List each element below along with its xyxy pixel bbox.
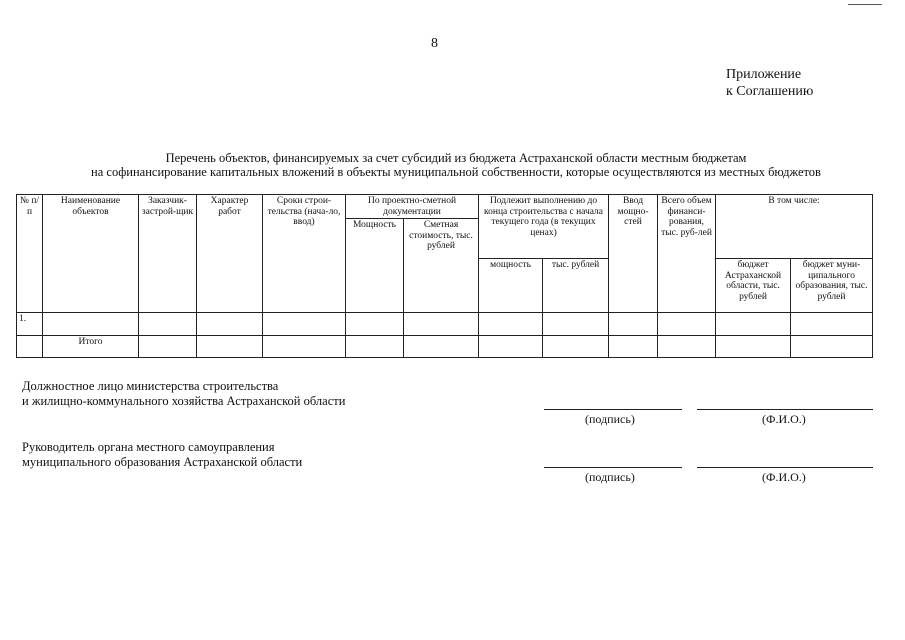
table-cell — [346, 336, 404, 358]
title-line-2: на софинансирование капитальных вложений в объекты муниципальной собственности, которые осуществляются из местных бюджетов — [91, 165, 821, 179]
table-cell — [658, 313, 716, 336]
total-num-cell — [17, 336, 43, 358]
appendix-line-1: Приложение — [726, 67, 802, 82]
name-caption: (Ф.И.О.) — [762, 470, 806, 484]
header-design: По проектно-сметной документации — [346, 195, 479, 219]
table-cell — [479, 336, 543, 358]
header-remaining-cost: тыс. рублей — [543, 259, 609, 313]
signatory-ministry — [22, 379, 345, 409]
row-num-cell: 1. — [17, 313, 43, 336]
signatory-municipality — [22, 440, 302, 470]
total-label-cell: Итого — [43, 336, 139, 358]
table-cell — [658, 336, 716, 358]
table-cell — [346, 313, 404, 336]
appendix-line-2: к Соглашению — [726, 84, 814, 99]
table-cell — [197, 313, 263, 336]
signatory-line-2: муниципального образования Астраханской области — [22, 455, 303, 469]
header-total: Всего объем финанси-рования, тыс. руб-лей — [658, 195, 716, 313]
header-name: Наименование объектов — [43, 195, 139, 313]
signature-caption: (подпись) — [585, 412, 635, 426]
table-cell — [791, 336, 873, 358]
signatory-line-2: и жилищно-коммунального хозяйства Астраханской области — [22, 394, 346, 408]
table-cell — [716, 336, 791, 358]
scan-mark — [848, 4, 882, 5]
table-cell — [263, 313, 346, 336]
header-municipal-budget: бюджет муни-ципального образования, тыс. рублей — [791, 259, 873, 313]
signature-line — [544, 467, 682, 468]
title-line-1: Перечень объектов, финансируемых за счет субсидий из бюджета Астраханской области местным бюджетам — [165, 151, 747, 165]
table-cell — [716, 313, 791, 336]
objects-table — [16, 194, 873, 358]
table-cell — [543, 313, 609, 336]
page-number: 8 — [431, 36, 438, 51]
signature-caption: (подпись) — [585, 470, 635, 484]
appendix-caption — [726, 66, 813, 100]
signatory-line-1: Руководитель органа местного самоуправления — [22, 440, 275, 454]
table-cell — [139, 313, 197, 336]
table-cell — [139, 336, 197, 358]
header-work-type: Характер работ — [197, 195, 263, 313]
table-cell — [263, 336, 346, 358]
name-caption: (Ф.И.О.) — [762, 412, 806, 426]
table-cell — [609, 336, 658, 358]
header-remaining-capacity: мощность — [479, 259, 543, 313]
table-cell — [404, 313, 479, 336]
name-line — [697, 409, 873, 410]
header-remaining: Подлежит выполнению до конца строительства с начала текущего года (в текущих ценах) — [479, 195, 609, 259]
table-row-total — [17, 336, 873, 358]
header-customer: Заказчик-застрой-щик — [139, 195, 197, 313]
document-title — [40, 151, 872, 179]
name-line — [697, 467, 873, 468]
table-row — [17, 313, 873, 336]
signatory-line-1: Должностное лицо министерства строительства — [22, 379, 279, 393]
table-cell — [479, 313, 543, 336]
header-design-cost: Сметная стоимость, тыс. рублей — [404, 219, 479, 313]
table-cell — [791, 313, 873, 336]
signature-line — [544, 409, 682, 410]
header-num: № п/п — [17, 195, 43, 313]
table-cell — [197, 336, 263, 358]
header-including: В том числе: — [716, 195, 873, 259]
row-name-cell — [43, 313, 139, 336]
header-terms: Сроки строи-тельства (нача-ло, ввод) — [263, 195, 346, 313]
table-cell — [404, 336, 479, 358]
header-design-capacity: Мощность — [346, 219, 404, 313]
table-cell — [609, 313, 658, 336]
table-cell — [543, 336, 609, 358]
header-commissioning: Ввод мощно-стей — [609, 195, 658, 313]
header-regional-budget: бюджет Астраханской области, тыс. рублей — [716, 259, 791, 313]
